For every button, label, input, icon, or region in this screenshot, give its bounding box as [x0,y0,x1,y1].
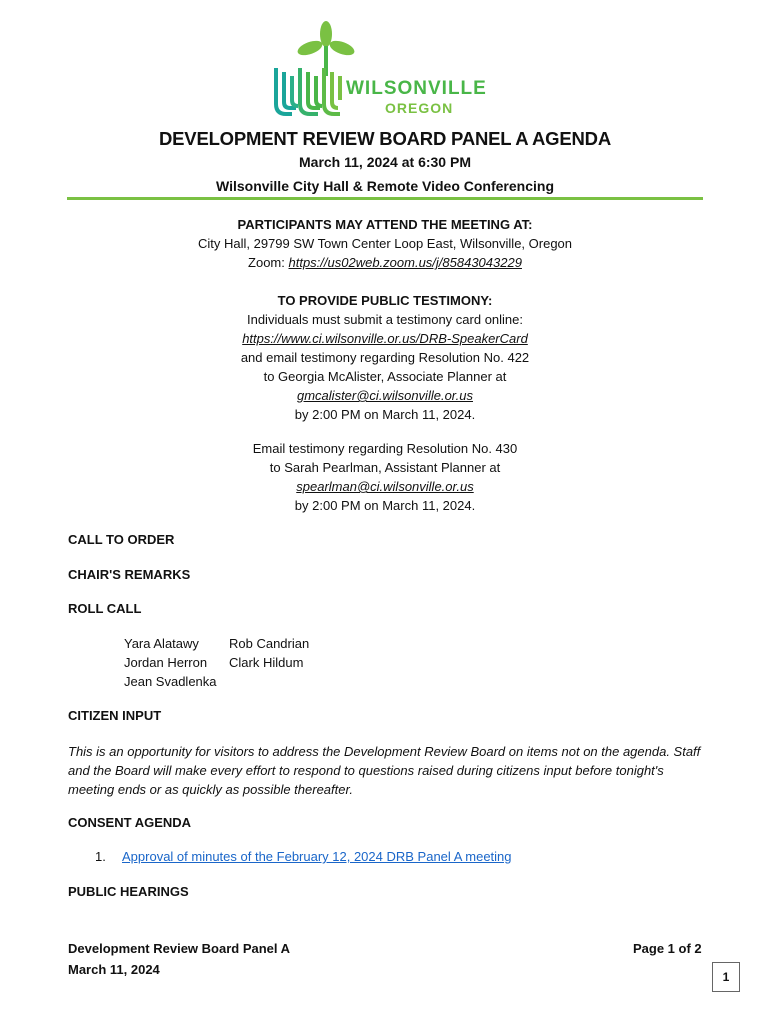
email-link-pearlman[interactable] [0,478,770,496]
logo-wordmark: WILSONVILLE [346,78,487,99]
section-public-hearings: PUBLIC HEARINGS [68,884,189,899]
page-badge: 1 [712,962,740,992]
section-chairs-remarks: CHAIR'S REMARKS [68,567,191,582]
citizen-input-text: This is an opportunity for visitors to address the Development Review Board on items not on the agenda. Staff and the Board will make every effort to respond to questions raised during citizens input before tonight's meeting ends or as quickly as possible thereafter. [68,744,701,797]
email-link-mcalister-text[interactable]: gmcalister@ci.wilsonville.or.us [297,388,473,403]
speaker-card-link[interactable] [0,330,770,348]
email-link-pearlman-text[interactable]: spearlman@ci.wilsonville.or.us [296,479,474,494]
zoom-line [0,254,770,272]
zoom-link[interactable]: https://us02web.zoom.us/j/85843043229 [288,255,522,270]
roll-member: Jordan Herron [124,655,208,670]
footer-board-name: Development Review Board Panel A [68,941,291,956]
testimony-line-2: and email testimony regarding Resolution No. 422 [240,350,530,365]
section-citizen-input: CITIZEN INPUT [68,708,162,723]
testimony-line-4: Email testimony regarding Resolution No. 430 [252,441,518,456]
footer-date: March 11, 2024 [68,962,160,977]
testimony-line-3: to Georgia McAlister, Associate Planner at [263,369,507,384]
testimony-line-5: to Sarah Pearlman, Assistant Planner at [269,460,501,475]
speaker-card-link-text[interactable]: https://www.ci.wilsonville.or.us/DRB-SpeakerCard [242,331,528,346]
roll-member: Yara Alatawy [124,636,199,651]
section-call-to-order: CALL TO ORDER [68,532,175,547]
footer-page-number: Page 1 of 2 [633,941,702,956]
deadline-1: by 2:00 PM on March 11, 2024. [294,407,476,422]
participants-heading: PARTICIPANTS MAY ATTEND THE MEETING AT: [237,217,533,232]
testimony-line-1: Individuals must submit a testimony card online: [246,312,523,327]
zoom-label: Zoom: [248,255,289,270]
logo-subtitle: OREGON [385,100,454,116]
roll-member: Jean Svadlenka [124,674,217,689]
participants-address: City Hall, 29799 SW Town Center Loop East, Wilsonville, Oregon [197,236,573,251]
consent-item-number: 1. [95,849,106,864]
roll-member: Clark Hildum [229,655,304,670]
meeting-location: Wilsonville City Hall & Remote Video Conferencing [215,178,554,194]
testimony-heading: TO PROVIDE PUBLIC TESTIMONY: [277,293,493,308]
header-divider [67,197,703,200]
section-roll-call: ROLL CALL [68,601,142,616]
roll-member: Rob Candrian [229,636,310,651]
page-title: DEVELOPMENT REVIEW BOARD PANEL A AGENDA [159,128,611,149]
consent-item-link[interactable]: Approval of minutes of the February 12, 2024 DRB Panel A meeting [122,849,512,864]
section-consent-agenda: CONSENT AGENDA [68,815,192,830]
deadline-2: by 2:00 PM on March 11, 2024. [294,498,476,513]
meeting-date: March 11, 2024 at 6:30 PM [299,154,471,170]
email-link-mcalister[interactable] [0,387,770,405]
